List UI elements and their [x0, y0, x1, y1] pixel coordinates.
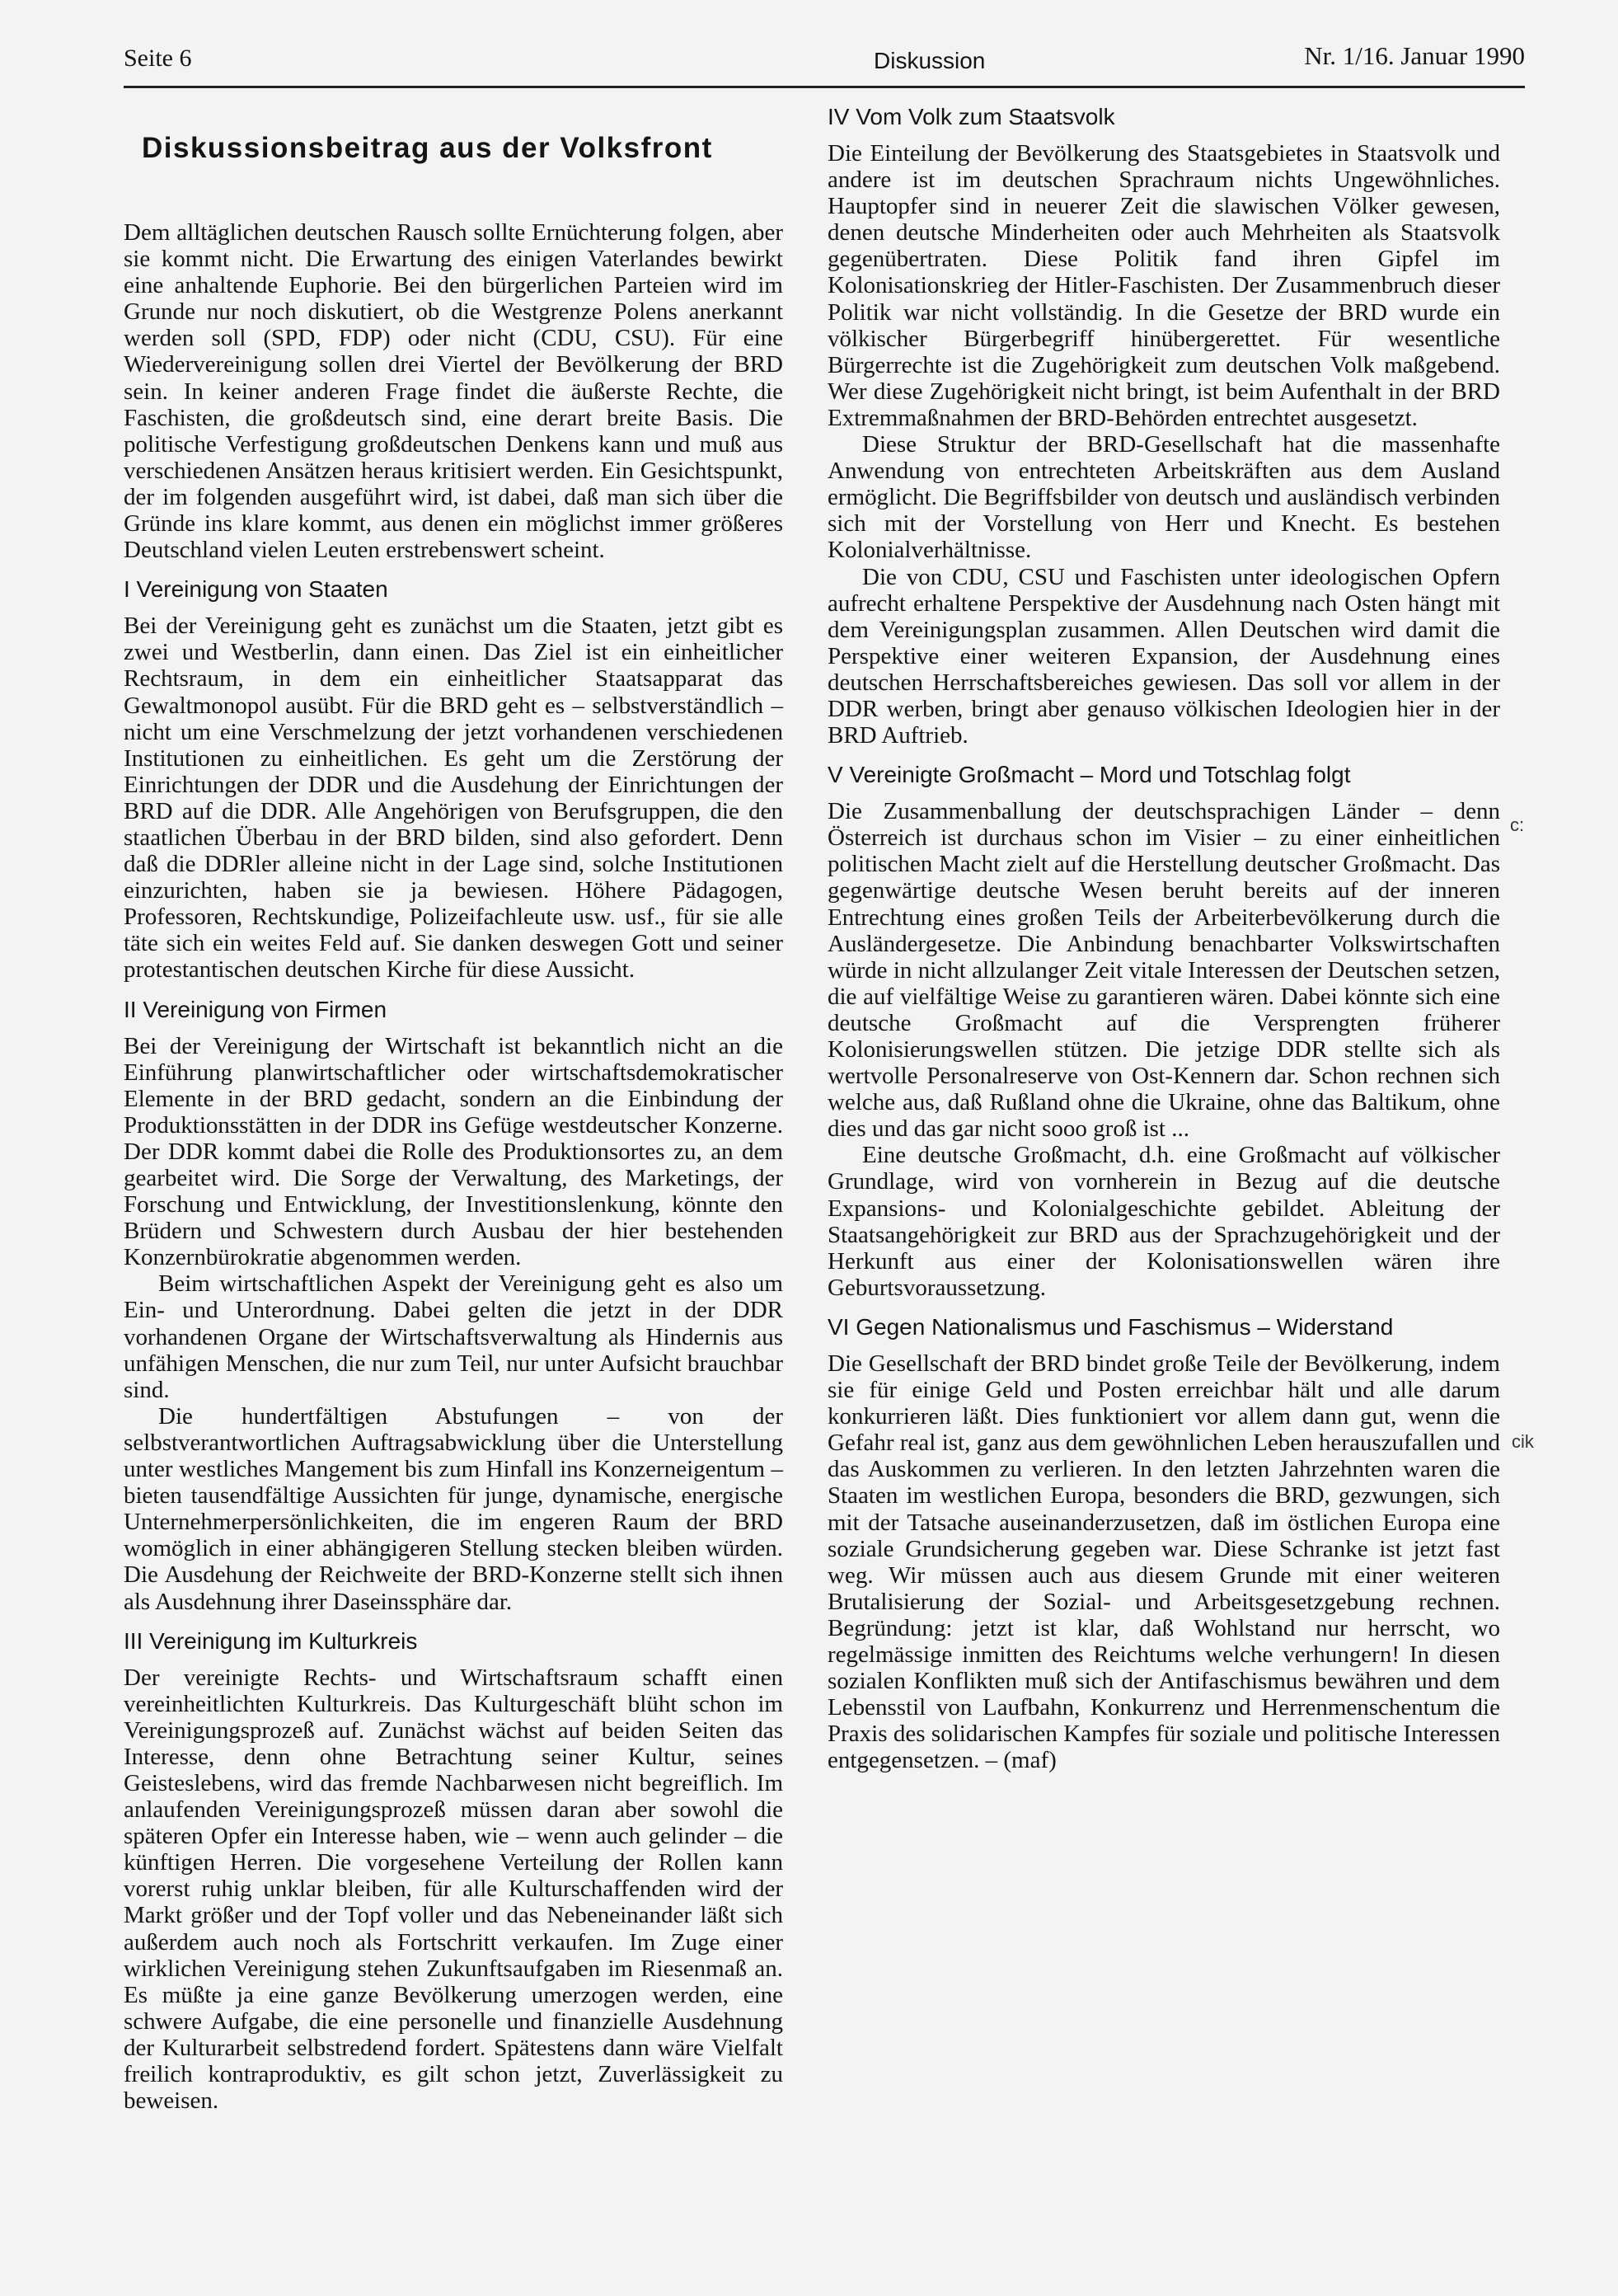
section-2-paragraph-2: Beim wirtschaftlichen Aspekt der Vereinigung geht es also um Ein- und Unterordnung. Dabei gelten die jetzt in der DDR vorhandenen Organe der Wirtschaftsverwaltung als Hindernis aus unfähigen Menschen, die nur zum Teil, nur unter Aufsicht brauchbar sind.	[124, 1270, 783, 1403]
column-right	[828, 91, 1500, 1773]
section-heading-4: IV Vom Volk zum Staatsvolk	[828, 104, 1115, 129]
section-1-paragraph: Bei der Vereinigung geht es zunächst um die Staaten, jetzt gibt es zwei und Westberlin, dann einen. Das Ziel ist ein einheitlicher Rechtsraum, in dem ein einheitlicher Staatsapparat das Gewaltmonopol ausübt. Für die BRD geht es – selbstverständlich – nicht um eine Verschmelzung der jetzt vorhandenen verschiedenen Institutionen zu einheitlichen. Es geht um die Zerstörung der Einrichtungen der DDR und die Ausdehung der Einrichtungen der BRD auf die DDR. Alle Angehörigen von Berufsgruppen, die den staatlichen Überbau in der BRD bilden, sind also gefordert. Denn daß die DDRler alleine nicht in der Lage sind, solche Institutionen einzurichten, haben sie ja bewiesen. Höhere Pädagogen, Professoren, Rechtskundige, Polizeifachleute usw. usf., für sie alle täte sich ein weites Feld auf. Sie danken deswegen Gott und seiner protestantischen deutschen Kirche für diese Aussicht.	[124, 613, 783, 984]
article-title: Diskussionsbeitrag aus der Volksfront	[142, 132, 713, 164]
section-5-paragraph-2: Eine deutsche Großmacht, d.h. eine Großmacht auf völkischer Grundlage, wird von vornherein in Bezug auf die deutsche Expansions- und Kolonialgeschichte gebildet. Ableitung der Staatsangehörigkeit zur BRD aus der Sprachzugehörigkeit und der Herkunft aus einer der Kolonisationswellen wären ihre Geburtsvoraussetzung.	[828, 1142, 1500, 1301]
margin-note-1: c:	[1510, 815, 1525, 835]
section-4-paragraph-1: Die Einteilung der Bevölkerung des Staatsgebietes in Staatsvolk und andere ist im deutschen Sprachraum nichts Ungewöhnliches. Hauptopfer sind in neuerer Zeit die slawischen Völker gewesen, denen deutsche Minderheiten oder auch Mehrheiten als Staatsvolk gegenübertraten. Diese Politik fand ihren Gipfel im Kolonisationskrieg der Hitler-Faschisten. Der Zusammenbruch dieser Politik war nicht vollständig. In die Gesetze der BRD wurde ein völkischer Bürgerbegriff hinübergerettet. Für wesentliche Bürgerrechte ist die Zugehörigkeit zum deutschen Volk maßgebend. Wer diese Zugehörigkeit nicht bringt, ist beim Aufenthalt in der BRD Extremmaßnahmen der BRD-Behörden entrechtet ausgesetzt.	[828, 140, 1500, 431]
section-heading-3: III Vereinigung im Kulturkreis	[124, 1627, 418, 1654]
margin-note-2: cik	[1512, 1431, 1534, 1452]
column-left	[124, 97, 783, 2114]
issue-date: Nr. 1/16. Januar 1990	[1304, 41, 1525, 70]
section-heading-2: II Vereinigung von Firmen	[124, 996, 387, 1022]
running-head	[124, 41, 1525, 82]
section-3-paragraph: Der vereinigte Rechts- und Wirtschaftsraum schafft einen vereinheitlichten Kulturkreis. Das Kulturgeschäft blüht schon im Vereinigungsprozeß auf. Zunächst wächst auf beiden Seiten das Interesse, denn ohne Betrachtung seiner Kultur, seines Geisteslebens, wird das fremde Nachbarwesen nicht begreiflich. Im anlaufenden Vereinigungsprozeß müssen daran aber sowohl die späteren Opfer ein Interesse haben, wie – wenn auch gelinder – die künftigen Herren. Die vorgesehene Verteilung der Rollen kann vorerst ruhig unklar bleiben, für alle Kulturschaffenden wird der Markt größer und der Topf voller und das Nebeneinander läßt sich außerdem auch noch als Fortschritt verkaufen. Im Zuge einer wirklichen Vereinigung stehen Zukunftsaufgaben im Riesenmaß an. Es müßte ja eine ganze Bevölkerung umerzogen werden, eine schwere Aufgabe, die eine personelle und finanzielle Ausdehnung der Kulturarbeit selbstredend fordert. Spätestens dann wäre Vielfalt freilich kontraproduktiv, es gilt schon jetzt, Zuverlässigkeit zu beweisen.	[124, 1664, 783, 2115]
page-number: Seite 6	[124, 45, 192, 72]
header-rule	[124, 86, 1525, 88]
section-label: Diskussion	[874, 48, 986, 73]
section-2-paragraph-1: Bei der Vereinigung der Wirtschaft ist bekanntlich nicht an die Einführung planwirtschaftlicher oder wirtschaftsdemokratischer Elemente in der BRD gedacht, sondern an die Einbindung der Produktionsstätten in der DDR ins Gefüge westdeutscher Konzerne. Der DDR kommt dabei die Rolle des Produktionsortes zu, an dem gearbeitet wird. Die Sorge der Verwaltung, des Marketings, der Forschung und Entwicklung, der Investitionslenkung, könnte den Brüdern und Schwestern durch Ausbau der hier bestehenden Konzernbürokratie abgenommen werden.	[124, 1032, 783, 1271]
section-2-paragraph-3: Die hundertfältigen Abstufungen – von der selbstverantwortlichen Auftragsabwicklung über die Unterstellung unter westliches Mangement bis zum Hinfall ins Konzerneigentum – bieten tausendfältige Aussichten für junge, dynamische, energische Unternehmerpersönlichkeiten, die im engeren Raum der BRD womöglich in einer abhängigeren Stellung stecken bleiben würden. Die Ausdehung der Reichweite der BRD-Konzerne stellt sich ihnen als Ausdehnung ihrer Daseinssphäre dar.	[124, 1402, 783, 1615]
section-4-paragraph-2: Diese Struktur der BRD-Gesellschaft hat die massenhafte Anwendung von entrechteten Arbeitskräften aus dem Ausland ermöglicht. Die Begriffsbilder von deutsch und ausländisch verbinden sich mit der Vorstellung von Herr und Knecht. Es bestehen Kolonialverhältnisse.	[828, 431, 1500, 564]
section-4-paragraph-3: Die von CDU, CSU und Faschisten unter ideologischen Opfern aufrecht erhaltene Perspektive der Ausdehnung nach Osten hängt mit dem Vereinigungsplan zusammen. Allen Deutschen wird damit die Perspektive einer weiteren Expansion, der Ausdehnung eines deutschen Herrschaftsbereiches gewiesen. Das soll vor allem in der DDR werben, bringt aber genauso völkischen Ideologien hier in der BRD Auftrieb.	[828, 563, 1500, 749]
intro-paragraph: Dem alltäglichen deutschen Rausch sollte Ernüchterung folgen, aber sie kommt nicht. Die Erwartung des einigen Vaterlandes bewirkt eine anhaltende Euphorie. Bei den bürgerlichen Parteien wird im Grunde nur noch diskutiert, ob die Westgrenze Polens anerkannt werden soll (SPD, FDP) oder nicht (CDU, CSU). Für eine Wiedervereinigung sollen drei Viertel der Bevölkerung der BRD sein. In keiner anderen Frage findet die äußerste Rechte, die Faschisten, die großdeutsch sind, eine derart breite Basis. Die politische Verfestigung großdeutschen Denkens kann und muß aus verschiedenen Ansätzen heraus kritisiert werden. Ein Gesichtspunkt, der im folgenden ausgeführt wird, ist dabei, daß man sich über die Gründe ins klare kommt, aus denen ein möglichst immer größeres Deutschland vielen Leuten erstrebenswert scheint.	[124, 219, 783, 564]
section-6-paragraph: Die Gesellschaft der BRD bindet große Teile der Bevölkerung, indem sie für einige Geld und Posten erreichbar hält und alle darum konkurrieren läßt. Dies funktioniert vor allem dann gut, wenn die Gefahr real ist, ganz aus dem gewöhnlichen Leben herauszufallen und das Auskommen zu verlieren. In den letzten Jahrzehnten waren die Staaten im westlichen Europa, besonders die BRD, gezwungen, sich mit der Tatsache auseinanderzusetzen, daß im östlichen Europa eine soziale Grundsicherung gegeben war. Diese Schranke ist jetzt fast weg. Wir müssen auch aus diesem Grunde mit einer weiteren Brutalisierung der Sozial- und Arbeitsgesetzgebung rechnen. Begründung: jetzt ist klar, daß Wohlstand nur herrscht, wo regelmässige inmitten des Reichtums welche verhungern! In diesen sozialen Konflikten muß sich der Antifaschismus bewähren und dem Lebensstil von Laufbahn, Konkurrenz und Herrenmenschentum die Praxis des solidarischen Kampfes für soziale und politische Interessen entgegensetzen. – (maf)	[828, 1350, 1500, 1774]
section-5-paragraph-1: Die Zusammenballung der deutschsprachigen Länder – denn Österreich ist durchaus schon im Visier – zu einer einheitlichen politischen Macht zielt auf die Herstellung deutscher Großmacht. Das gegenwärtige deutsche Wesen beruht bereits auf der inneren Entrechtung eines großen Teils der Arbeiterbevölkerung durch die Ausländergesetze. Die Anbindung benachbarter Volkswirtschaften würde in nicht allzulanger Zeit vitale Interessen der Deutschen setzen, die auf vielfältige Weise zu garantieren wären. Dabei könnte sich eine deutsche Großmacht auf die Versprengten früherer Kolonisierungswellen stützen. Die jetzige DDR stellte sich als wertvolle Personalreserve von Ost-Kennern dar. Schon rechnen sich welche aus, daß Rußland ohne die Ukraine, ohne das Baltikum, ohne dies und das gar nicht sooo groß ist ...	[828, 798, 1500, 1143]
section-heading-1: I Vereinigung von Staaten	[124, 576, 388, 603]
section-heading-6: VI Gegen Nationalismus und Faschismus – Widerstand	[828, 1313, 1394, 1340]
section-heading-5: V Vereinigte Großmacht – Mord und Totschlag folgt	[828, 762, 1351, 788]
